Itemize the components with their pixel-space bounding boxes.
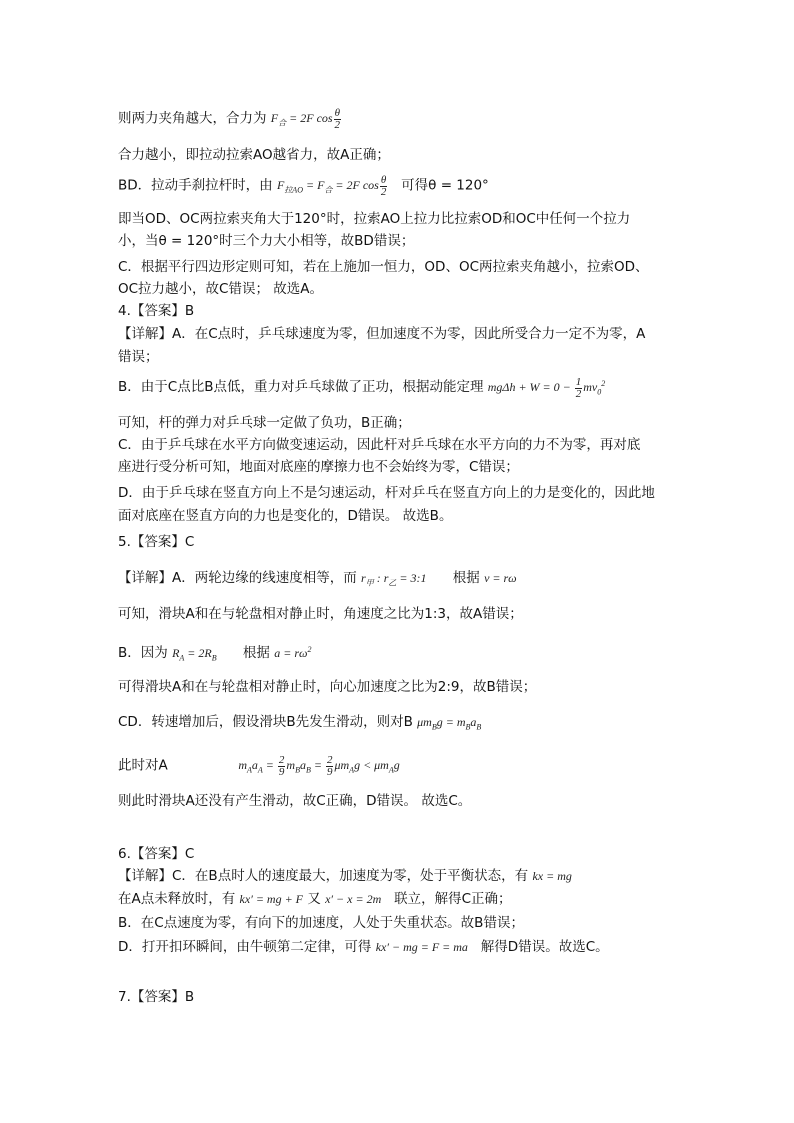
text-line: D．打开扣环瞬间，由牛顿第二定律，可得 kx′ − mg = F = ma 解得D错误。故选C。: [118, 939, 609, 955]
formula-resultant-force: $F_合 = 2F$ cos $\frac{\theta}{2}$: [270, 107, 341, 131]
answer-heading: 6.【答案】C: [118, 846, 195, 862]
text-line: 错误；: [118, 349, 159, 365]
formula-spring-force: kx′ = mg + F: [239, 892, 304, 906]
formula-displacement: x′ − x = 2m: [325, 892, 382, 906]
text-line: 【详解】A．两轮边缘的线速度相等，而 $r_甲$ : $r_乙$ = 3:1 根据 v = rω: [118, 570, 517, 588]
text-line: 【详解】A．在C点时，乒乓球速度为零，但加速度不为零，因此所受合力一定不为零，A: [118, 326, 646, 342]
text-line: C．根据平行四边形定则可知，若在上施加一恒力，OD、OC两拉索夹角越小，拉索OD、: [118, 259, 649, 275]
answer-heading: 7.【答案】B: [118, 989, 195, 1005]
answer-heading: 5.【答案】C: [118, 534, 195, 550]
text-line: 则此时滑块A还没有产生滑动，故C正确，D错误。 故选C。: [118, 793, 472, 809]
text-line: B．因为 $R_A = 2R_B$ 根据 $a = r\omega^2$: [118, 645, 312, 663]
text-line: 座进行受分析可知，地面对底座的摩擦力也不会始终为零，C错误；: [118, 459, 519, 475]
formula-equilibrium: kx = mg: [532, 869, 572, 883]
text-line: 可知，杆的弹力对乒乓球一定做了负功，B正确；: [118, 415, 411, 431]
text-line: OC拉力越小，故C错误； 故选A。: [118, 281, 324, 297]
text-line: 合力越小，即拉动拉索AO越省力，故A正确；: [118, 147, 390, 163]
text-line: BD．拉动手刹拉杆时，由 $F_{拉AO} = F_合 = 2F$ cos $\frac{\theta}{2}$ 可得θ = 120°: [118, 174, 489, 198]
text-line: 面对底座在竖直方向的力也是变化的，D错误。 故选B。: [118, 508, 453, 524]
formula-radius-ratio: $r_甲$ : $r_乙$ = 3:1: [361, 571, 427, 588]
formula-kinetic-energy: mgΔh + W = 0 − $\frac{1}{2}$ $mv_0^2$: [487, 375, 606, 400]
formula-newton-second-law: kx′ − mg = F = ma: [375, 940, 468, 954]
text-line: B．在C点速度为零，有向下的加速度，人处于失重状态。故B错误；: [118, 915, 524, 931]
text-line: B．由于C点比B点低，重力对乒乓球做了正功，根据动能定理 mgΔh + W = 0 − $\frac{1}{2}$ $mv_0^2$: [118, 375, 606, 400]
formula-friction-a: $m_Aa_A$ = $\frac{2}{9}$ $m_Ba_B$ = $\frac{2}{9}$ $\mu m_Ag < \mu m_Ag$: [238, 754, 400, 778]
formula-radius-relation: $R_A = 2R_B$: [172, 646, 217, 663]
formula-pull-force: $F_{拉AO} = F_合 = 2F$ cos $\frac{\theta}{2}$: [276, 174, 387, 198]
formula-linear-velocity: v = rω: [484, 571, 517, 585]
text-line: 可得滑块A和在与轮盘相对静止时，向心加速度之比为2:9，故B错误；: [118, 679, 537, 695]
text-line: 可知，滑块A和在与轮盘相对静止时，角速度之比为1:3，故A错误；: [118, 606, 523, 622]
formula-friction-b: $\mu m_Bg = m_Ba_B$: [417, 715, 482, 732]
text-line: 【详解】C．在B点时人的速度最大，加速度为零，处于平衡状态，有 kx = mg: [118, 868, 572, 884]
text-line: D．由于乒乓球在竖直方向上不是匀速运动，杆对乒乓在竖直方向上的力是变化的，因此地: [118, 485, 655, 501]
text-line: C．由于乒乓球在水平方向做变速运动，因此杆对乒乓球在水平方向的力不为零，再对底: [118, 437, 641, 453]
text-line: 小，当θ = 120°时三个力大小相等，故BD错误；: [118, 233, 415, 249]
formula-centripetal-acceleration: $a = r\omega^2$: [274, 645, 312, 660]
text-line: 此时对A $m_Aa_A$ = $\frac{2}{9}$ $m_Ba_B$ = $\frac{2}{9}$ $\mu m_Ag < \mu m_Ag$: [118, 754, 400, 778]
text-line: CD．转速增加后，假设滑块B先发生滑动，则对B $\mu m_Bg = m_Ba_B$: [118, 714, 482, 732]
text-line: 在A点未释放时，有 kx′ = mg + F 又 x′ − x = 2m 联立，解得C正确；: [118, 891, 512, 907]
text-line: 则两力夹角越大，合力为 $F_合 = 2F$ cos $\frac{\theta}{2}$: [118, 107, 341, 131]
answer-heading: 4.【答案】B: [118, 303, 195, 319]
text-line: 即当OD、OC两拉索夹角大于120°时，拉索AO上拉力比拉索OD和OC中任何一个拉力: [118, 211, 631, 227]
